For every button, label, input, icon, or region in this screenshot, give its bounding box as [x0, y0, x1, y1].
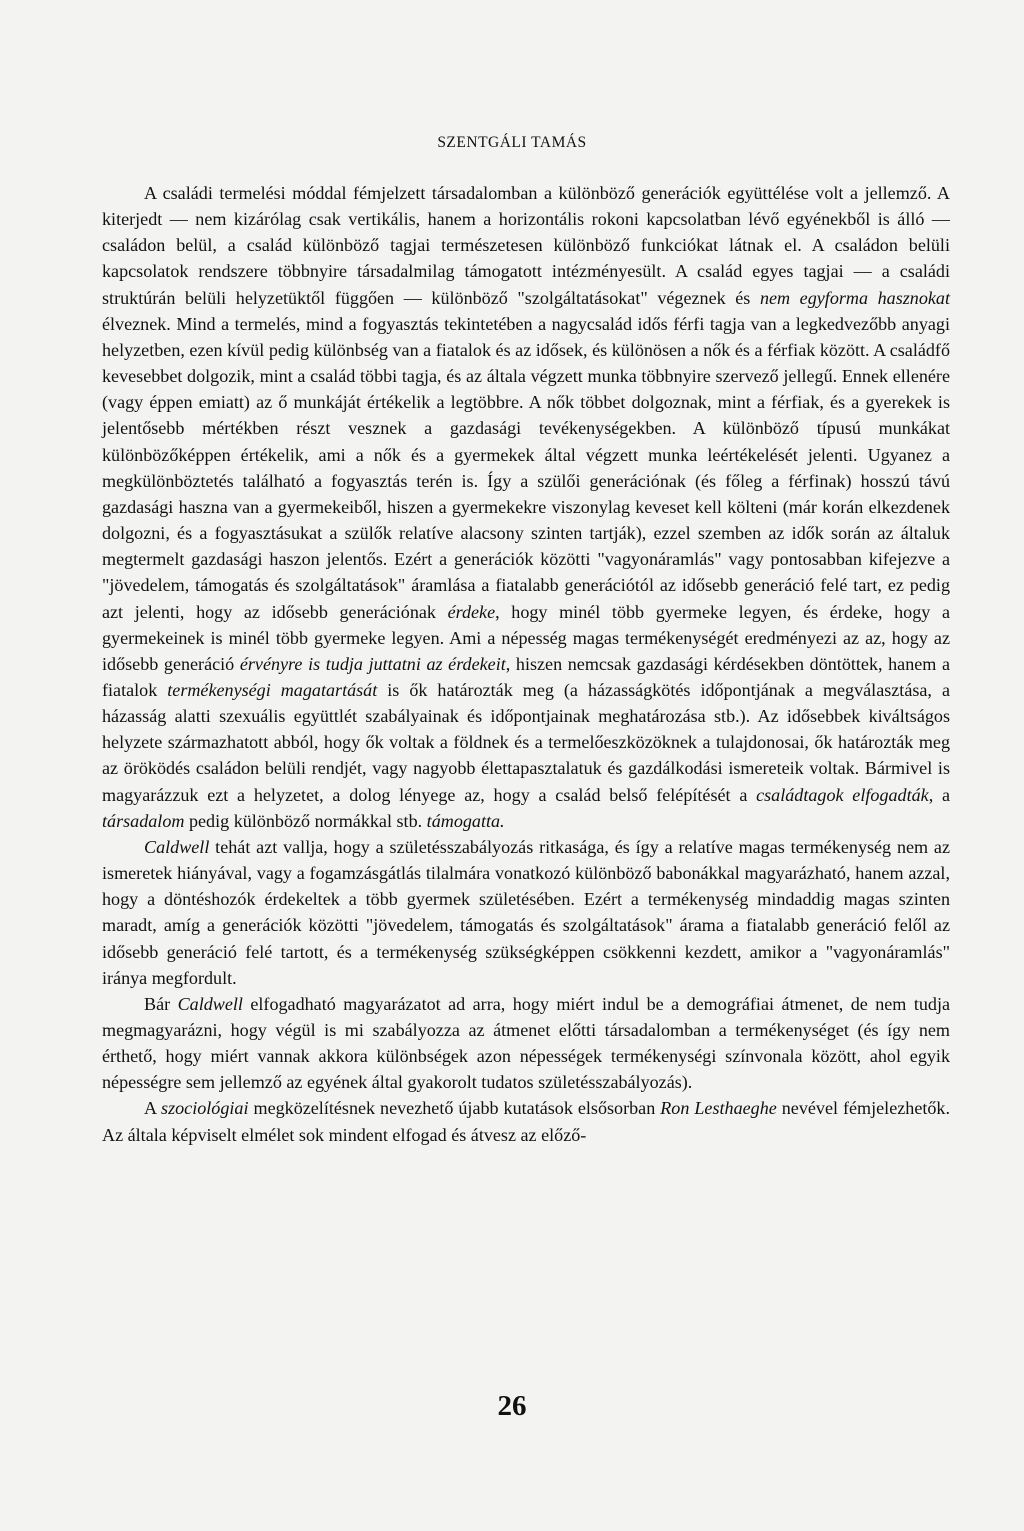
italic-text: Caldwell — [177, 993, 243, 1014]
text-run: A — [144, 1098, 162, 1119]
italic-text: nem egyforma hasznokat — [759, 287, 951, 308]
text-run: elfogadható magyarázatot ad arra, hogy miért indul be a demográfiai átmenet, de nem tudja megmagyarázni, hogy végül is mi szabályozza az átmenet előtti társadalomban a termékenységet (és így nem érthető, hogy miért vannak akkora különbségek azon népességek termékenységi színvonala között, ahol egyik népességre sem jellemző az egyének által gyakorolt tudatos születésszabályozás). — [102, 993, 950, 1093]
running-head: SZENTGÁLI TAMÁS — [437, 134, 587, 151]
text-run: Bár — [144, 993, 178, 1014]
paragraph — [102, 991, 950, 1096]
italic-text: szociológiai — [161, 1098, 249, 1119]
italic-text: termékenységi magatartását — [167, 679, 378, 700]
text-run: is ők határozták meg (a házasságkötés időpontjának a megválasztása, a házasság alatti szexuális együttlét szabályainak és időpontjainak meghatározása stb.). Az idősebbek kiváltságos helyzete származhatott abból, hogy ők voltak a földnek és a termelőeszközöknek a tulajdonosai, ők határozták meg az öröködés családon belüli rendjét, vagy nagyobb élettapasztalatuk és gazdálkodási ismereteik voltak. Bármivel is magyarázzuk ezt a helyzetet, a dolog lényege az, hogy a család belső felépítését a — [102, 679, 950, 805]
italic-text: érdeke — [447, 601, 496, 622]
italic-text: érvényre is tudja juttatni az érdekeit — [239, 653, 506, 674]
italic-text: családtagok elfogadták — [756, 784, 929, 805]
text-run: megközelítésnek nevezhető újabb kutatások elsősorban — [248, 1098, 661, 1119]
text-run: , hogy minél több gyermeke legyen, és érdeke, hogy a gyermekeinek is minél több gyermeke legyen. Ami a népesség magas termékenységét eredményezi az az, hogy az idősebb generáció — [102, 601, 950, 674]
paragraph — [102, 180, 950, 834]
paragraph — [102, 834, 950, 991]
text-run: , a — [928, 784, 951, 805]
text-run: pedig különböző normákkal stb. — [184, 810, 427, 831]
text-run: tehát azt vallja, hogy a születésszabályozás ritkasága, és így a relatíve magas termékenység nem az ismeretek hiányával, vagy a fogamzásgátlás tilalmára vonatkozó különböző babonákkal magyarázható, hanem azzal, hogy a döntéshozók érdekeltek a több gyermek születésében. Ezért a termékenység mindaddig magas szinten maradt, amíg a generációk közötti "jövedelem, támogatás és szolgáltatások" árama a fiatalabb generáció felől az idősebb generáció felé tartott, és a termékenység szükségképpen csökkenni kezdett, amikor a "vagyonáramlás" iránya megfordult. — [102, 836, 950, 988]
text-run: nevével fémjelezhetők. Az általa képviselt elmélet sok mindent elfogad és átvesz az előző- — [102, 1098, 950, 1145]
text-run: A családi termelési móddal fémjelzett társadalomban a különböző generációk együttélése volt a jellemző. A kiterjedt — nem kizárólag csak vertikális, hanem a horizontális rokoni kapcsolatban lévő egyénekből is álló — családon belül, a család különböző tagjai természetesen különböző funkciókat látnak el. A családon belüli kapcsolatok rendszere többnyire társadalmilag támogatott intézményesült. A család egyes tagjai — a családi struktúrán belüli helyzetüktől függően — különböző "szolgáltatásokat" végeznek és — [102, 183, 950, 308]
body-text — [102, 180, 950, 1148]
italic-text: Caldwell — [144, 836, 210, 857]
page-number: 26 — [497, 1390, 527, 1422]
italic-text: Ron Lesthaeghe — [660, 1098, 777, 1119]
italic-text: támogatta. — [426, 810, 505, 831]
italic-text: társadalom — [102, 810, 185, 831]
text-run: élveznek. Mind a termelés, mind a fogyasztás tekintetében a nagycsalád idős férfi tagja van a legkedvezőbb anyagi helyzetben, ezen kívül pedig különbség van a fiatalok és az idősek, és különösen a nők és a férfiak között. A családfő kevesebbet dolgozik, mint a család többi tagja, és az általa végzett munka többnyire szervező jellegű. Ennek ellenére (vagy éppen emiatt) az ő munkáját értékelik a legtöbbre. A nők többet dolgoznak, mint a férfiak, és a gyerekek is jelentősebb mértékben részt vesznek a gazdasági tevékenységekben. A különböző típusú munkákat különbözőképpen értékelik, ami a nők és a gyermekek által végzett munka leértékelését jelenti. Ugyanez a megkülönböztetés található a fogyasztás terén is. Így a szülői generációnak (és főleg a férfinak) hosszú távú gazdasági haszna van a gyermekeiből, hiszen a gyermekekre viszonylag keveset kell költeni (már korán elkezdenek dolgozni, és a fogyasztásukat a szülők relatíve alacsony szinten tartják), ezzel szemben az idők során az általuk megtermelt gazdasági haszon jelentős. Ezért a generációk közötti "vagyonáramlás" vagy pontosabban kifejezve a "jövedelem, támogatás és szolgáltatások" áramlása a fiatalabb generációtól az idősebb generáció felé tart, ez pedig azt jelenti, hogy az idősebb generációnak — [102, 313, 950, 622]
text-run: , hiszen nemcsak gazdasági kérdésekben döntöttek, hanem a fiatalok — [102, 653, 951, 700]
paragraph — [102, 1095, 950, 1147]
